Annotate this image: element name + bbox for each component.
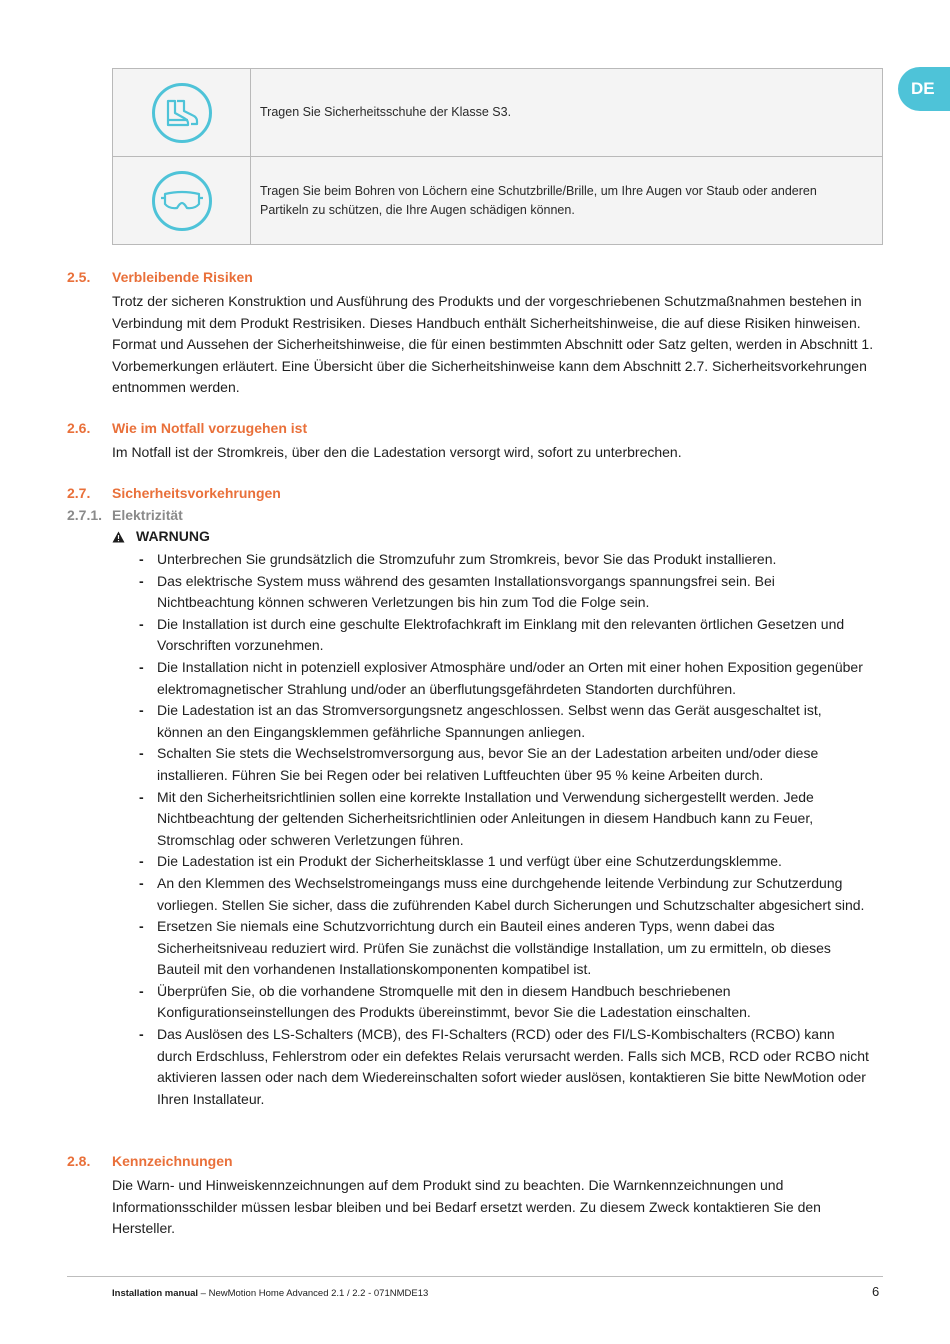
ppe-row [113,157,883,245]
safety-boots-icon [152,83,212,143]
ppe-icon-cell [113,157,251,245]
warning-header [112,528,950,549]
language-tab: DE [898,67,950,111]
section-title: Wie im Notfall vorzugehen ist [112,420,308,436]
ppe-table [112,68,883,245]
warning-label: WARNUNG [136,528,210,544]
list-item: - An den Klemmen des Wechselstromeingangs muss eine durchgehende leitende Verbindung zur Schutzerdung vorliegen. Stellen Sie sicher, dass die zuführenden Kabel durch Sicherungen und Schutzschalter abgesichert sind. [139,873,869,916]
list-item: - Die Installation ist durch eine geschulte Elektrofachkraft im Einklang mit den relevanten örtlichen Gesetzen und Vorschriften vorzunehmen. [139,614,869,657]
list-item: - Unterbrechen Sie grundsätzlich die Stromzufuhr zum Stromkreis, bevor Sie das Produkt installieren. [139,549,869,571]
section-number: 2.7. [67,485,91,501]
list-item: - Die Installation nicht in potenziell explosiver Atmosphäre und/oder an Orten mit einer hohen Exposition gegenüber elektromagnetischer Strahlung und/oder an überflutungsgefährdeten Standorten durchführen. [139,657,869,700]
section-body: Trotz der sicheren Konstruktion und Ausführung des Produkts und der vorgeschriebenen Schutzmaßnahmen bestehen in Verbindung mit dem Produkt Restrisiken. Dieses Handbuch enthält Sicherheitshinweise, die auf diese Risiken hinweisen. Format und Aussehen der Sicherheitshinweise, die für einen bestimmten Abschnitt oder Satz gelten, werden in Abschnitt 1. Vorbemerkungen erläutert. Eine Übersicht über die Sicherheitshinweise kann dem Abschnitt 2.7. Sicherheitsvorkehrungen entnommen werden. [112,293,874,396]
ppe-text: Tragen Sie Sicherheitsschuhe der Klasse S3. [251,69,883,157]
footer-divider [67,1276,883,1277]
section-title: Sicherheitsvorkehrungen [112,485,281,501]
section-2-6 [0,420,950,464]
section-title: Verbleibende Risiken [112,269,253,285]
list-item: - Schalten Sie stets die Wechselstromversorgung aus, bevor Sie an der Ladestation arbeiten und/oder diese installieren. Führen Sie bei Regen oder bei relativen Luftfeuchten über 95 % keine Arbeiten durch. [139,743,869,786]
list-item: - Das elektrische System muss während des gesamten Installationsvorgangs spannungsfrei sein. Bei Nichtbeachtung können schweren Verletzungen bis hin zum Tod die Folge sein. [139,571,869,614]
subsection-title: Elektrizität [112,507,183,523]
list-item: - Ersetzen Sie niemals eine Schutzvorrichtung durch ein Bauteil eines anderen Typs, wenn dabei das Sicherheitsniveau reduziert wird. Prüfen Sie zunächst die vollständige Installation, um zu ermitteln, ob dieses Bauteil mit den vorhandenen Installationskomponenten kompatibel ist. [139,916,869,981]
ppe-icon-cell [113,69,251,157]
section-2-5 [0,269,950,399]
safety-goggles-icon [152,171,212,231]
list-item: - Die Ladestation ist an das Stromversorgungsnetz angeschlossen. Selbst wenn das Gerät ausgeschaltet ist, können an den Eingangsklemmen gefährliche Spannungen anliegen. [139,700,869,743]
warning-list [139,549,869,1110]
section-2-8 [0,1153,950,1240]
section-number: 2.8. [67,1153,91,1169]
section-body: Im Notfall ist der Stromkreis, über den die Ladestation versorgt wird, sofort zu unterbrechen. [112,444,682,460]
page-number: 6 [872,1284,880,1299]
list-item: - Mit den Sicherheitsrichtlinien sollen eine korrekte Installation und Verwendung sichergestellt werden. Jede Nichtbeachtung der geltenden Sicherheitsrichtlinien oder Anleitungen in diesem Handbuch kann zu Feuer, Stromschlag oder schweren Verletzungen führen. [139,787,869,852]
section-title: Kennzeichnungen [112,1153,233,1169]
section-number: 2.5. [67,269,91,285]
section-number: 2.6. [67,420,91,436]
footer-doc-title [112,1288,428,1299]
ppe-row [113,69,883,157]
list-item: - Die Ladestation ist ein Produkt der Sicherheitsklasse 1 und verfügt über eine Schutzerdungsklemme. [139,851,869,873]
ppe-text: Tragen Sie beim Bohren von Löchern eine Schutzbrille/Brille, um Ihre Augen vor Staub oder anderen Partikeln zu schützen, die Ihre Augen schädigen können. [251,157,883,245]
section-body: Die Warn- und Hinweiskennzeichnungen auf dem Produkt sind zu beachten. Die Warnkennzeichnungen und Informationsschilder müssen lesbar bleiben und bei Bedarf ersetzt werden. Zu diesem Zweck kontaktieren Sie den Hersteller. [112,1177,821,1237]
section-2-7 [0,485,950,1110]
list-item: - Überprüfen Sie, ob die vorhandene Stromquelle mit den in diesem Handbuch beschriebenen Konfigurationseinstellungen des Produkts übereinstimmt, bevor Sie die Ladestation einschalten. [139,981,869,1024]
subsection-number: 2.7.1. [67,507,103,523]
warning-triangle-icon [112,531,125,543]
footer-doc-rest: – NewMotion Home Advanced 2.1 / 2.2 - 071NMDE13 [198,1288,429,1299]
list-item: - Das Auslösen des LS-Schalters (MCB), des FI-Schalters (RCD) oder des FI/LS-Kombischalters (RCBO) kann durch Erdschluss, Fehlerstrom oder ein defektes Relais verursacht werden. Falls sich MCB, RCD oder RCBO nicht aktivieren lassen oder nach dem Wiedereinschalten sofort wieder auslösen, kontaktieren Sie bitte NewMotion oder Ihren Installateur. [139,1024,869,1110]
footer-doc-label: Installation manual [112,1288,199,1299]
